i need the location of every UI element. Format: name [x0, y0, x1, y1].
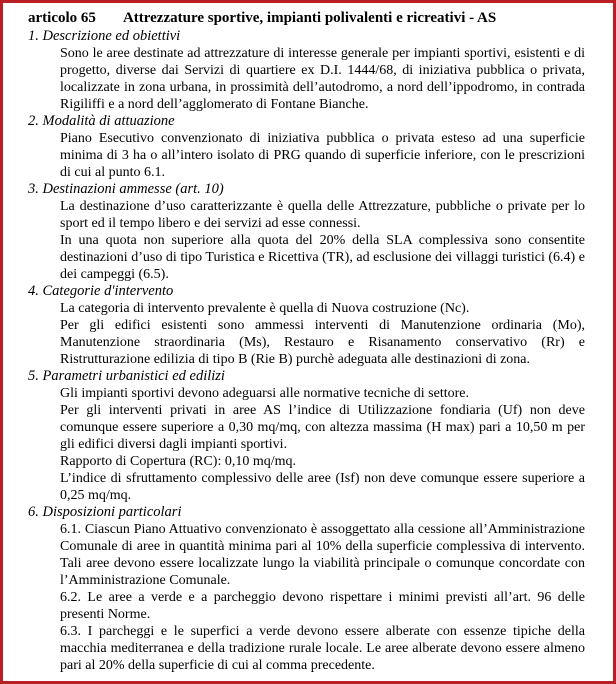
section [28, 283, 585, 368]
paragraph: 6.1. Ciascun Piano Attuativo convenzionato è assoggettato alla cessione all’Amministrazione Comunale di aree in quantità minima pari al 10% della superficie complessiva di intervento. Tali aree devono essere localizzate lungo la viabilità principale o comunque concordate con l’Amministrazione Comunale. [60, 522, 585, 588]
article-title: Attrezzature sportive, impianti polivalenti e ricreativi - AS [122, 10, 497, 26]
section-heading: 1. Descrizione ed obiettivi [28, 28, 181, 44]
article-number: articolo 65 [28, 10, 96, 26]
section-heading: 2. Modalità di attuazione [28, 113, 175, 129]
paragraph: Per gli interventi privati in aree AS l’indice di Utilizzazione fondiaria (Uf) non deve comunque essere superiore a 0,30 mq/mq, con altezza massima (H max) pari a 10,50 m per gli edifici diversi dagli impianti sportivi. [60, 403, 585, 452]
paragraph: L’indice di sfruttamento complessivo delle aree (Isf) non deve comunque essere superiore a 0,25 mq/mq. [60, 471, 585, 503]
paragraph: Gli impianti sportivi devono adeguarsi alle normative tecniche di settore. [60, 386, 469, 401]
section-heading: 4. Categorie d'intervento [28, 283, 174, 299]
section [28, 113, 585, 181]
section [28, 504, 585, 674]
section [28, 28, 585, 113]
section [28, 368, 585, 504]
paragraph: 6.3. I parcheggi e le superfici a verde devono essere alberate con essenze tipiche della macchia mediterranea e della tradizione rurale locale. Le aree alberate devono essere almeno pari al 20% della superficie di cui al comma precedente. [60, 624, 585, 673]
paragraph: Sono le aree destinate ad attrezzature di interesse generale per impianti sportivi, esistenti e di progetto, diverse dai Servizi di quartiere ex D.I. 1444/68, di iniziativa pubblica o privata, localizzate in zona urbana, in prossimità dell’autodromo, a nord dell’ippodromo, in contrada Rigiliffi e a nord dell’agglomerato di Fontane Bianche. [60, 46, 585, 112]
paragraph: La categoria di intervento prevalente è quella di Nuova costruzione (Nc). [60, 301, 470, 316]
paragraph: La destinazione d’uso caratterizzante è quella delle Attrezzature, pubbliche o private per lo sport ed il tempo libero e dei servizi ad esse connessi. [60, 199, 585, 231]
section-heading: 5. Parametri urbanistici ed edilizi [28, 368, 225, 384]
sections-container [28, 28, 585, 674]
paragraph: Rapporto di Copertura (RC): 0,10 mq/mq. [60, 454, 297, 469]
paragraph: In una quota non superiore alla quota del 20% della SLA complessiva sono consentite destinazioni d’uso di tipo Turistica e Ricettiva (TR), ad esclusione dei villaggi turistici (6.4) e dei campeggi (6.5). [60, 233, 585, 282]
paragraph: 6.2. Le aree a verde e a parcheggio devono rispettare i minimi previsti all’art. 96 delle presenti Norme. [60, 590, 585, 622]
section-heading: 6. Disposizioni particolari [28, 504, 182, 520]
paragraph: Per gli edifici esistenti sono ammessi interventi di Manutenzione ordinaria (Mo), Manutenzione straordinaria (Ms), Restauro e Risanamento conservativo (Rr) e Ristrutturazione edilizia di tipo B (Rie B) purchè adeguata alle destinazioni di zona. [60, 318, 585, 367]
paragraph: Piano Esecutivo convenzionato di iniziativa pubblica o privata esteso ad una superficie minima di 3 ha o all’intero isolato di PRG quando di superficie inferiore, con le prescrizioni di cui al punto 6.1. [60, 131, 585, 180]
section [28, 181, 585, 283]
article-title-row [28, 9, 585, 28]
section-heading: 3. Destinazioni ammesse (art. 10) [28, 181, 224, 197]
